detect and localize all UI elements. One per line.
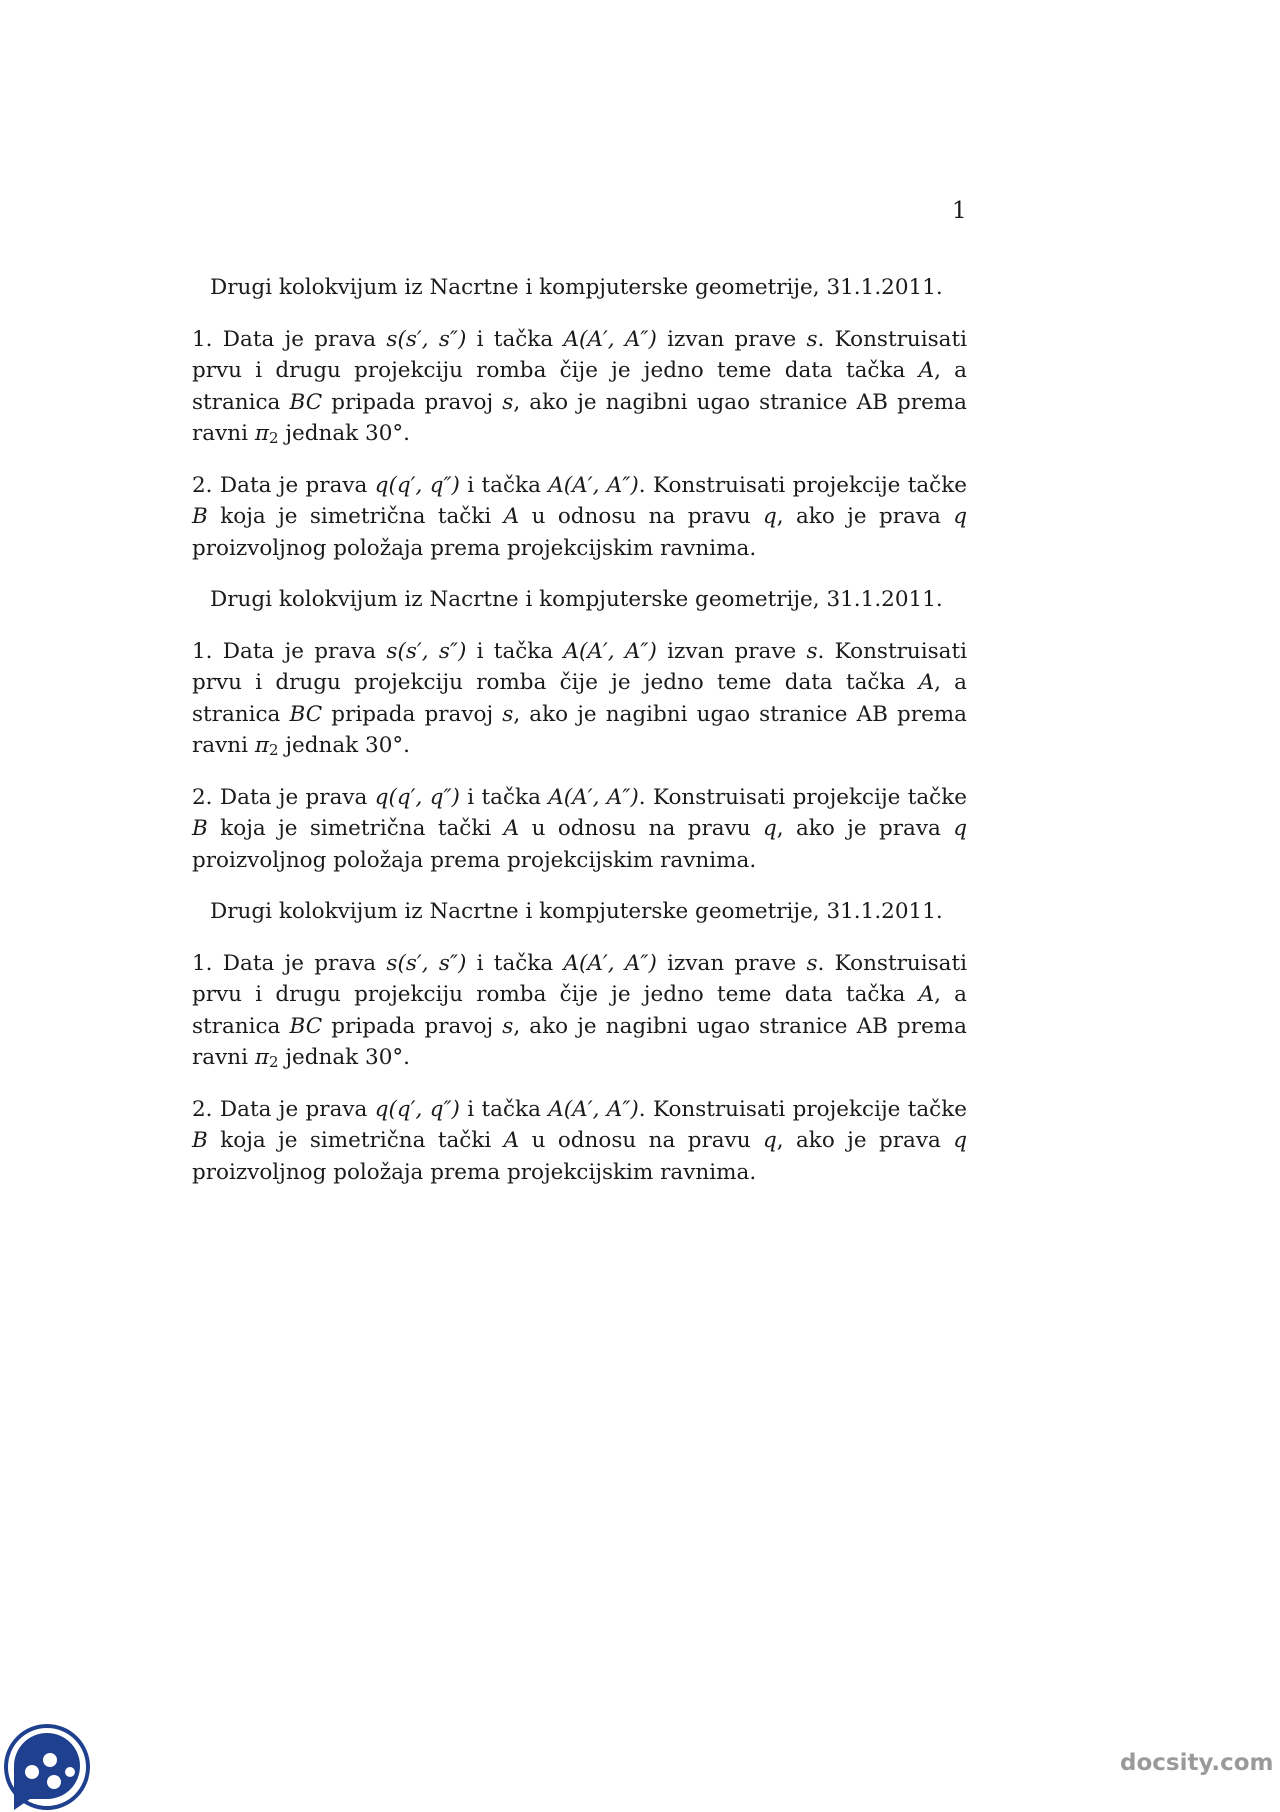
problem-text: izvan prave xyxy=(656,950,807,976)
problem-text: i tačka xyxy=(466,950,564,976)
problem-text: , ako je prava xyxy=(776,1128,954,1153)
math-subscript: 2 xyxy=(268,429,279,447)
problem-text: . Konstruisati prvu i drugu projekciju romba čije je jedno teme data tačka xyxy=(192,950,967,1007)
problem-text: izvan prave xyxy=(656,326,807,352)
math-symbol: A xyxy=(503,816,520,841)
exam-heading: Drugi kolokvijum iz Nacrtne i kompjuterske geometrije, 31.1.2011. xyxy=(210,899,943,924)
problem-1 xyxy=(192,948,967,1074)
problem-text: , ako je prava xyxy=(776,504,954,529)
math-pi: π xyxy=(254,1045,269,1070)
problem-text: pripada pravoj xyxy=(322,389,503,415)
problem-text: jednak 30°. xyxy=(278,733,410,758)
math-pi: π xyxy=(254,421,269,446)
exam-heading: Drugi kolokvijum iz Nacrtne i kompjuterske geometrije, 31.1.2011. xyxy=(210,275,943,300)
math-symbol: s xyxy=(502,1013,514,1039)
problem-text: Data je prava xyxy=(212,472,375,498)
problem-1 xyxy=(192,324,967,450)
math-line-q: q(q′, q″) xyxy=(374,784,460,810)
math-symbol: BC xyxy=(289,389,323,415)
math-line-s: s(s′, s″) xyxy=(386,638,467,664)
math-symbol: B xyxy=(192,816,208,841)
problem-text: Data je prava xyxy=(212,950,387,976)
problem-text: , a stranica xyxy=(192,982,967,1039)
problem-text: , ako je nagibni ugao stranice AB prema ravni xyxy=(192,701,967,758)
document-body xyxy=(192,272,967,1208)
math-symbol: q xyxy=(762,816,777,841)
problem-2 xyxy=(192,470,967,565)
math-symbol: q xyxy=(762,1128,777,1153)
problem-text: , ako je nagibni ugao stranice AB prema ravni xyxy=(192,1013,967,1070)
math-symbol: A xyxy=(918,358,935,383)
math-line-q: q(q′, q″) xyxy=(374,472,460,498)
page-number: 1 xyxy=(952,198,967,224)
problem-text: i tačka xyxy=(459,1096,549,1122)
problem-text: . Konstruisati prvu i drugu projekciju romba čije je jedno teme data tačka xyxy=(192,638,967,695)
problem-text: . Konstruisati projekcije tačke xyxy=(638,1096,967,1122)
docsity-watermark[interactable]: docsity.com xyxy=(1120,1750,1274,1776)
math-symbol: BC xyxy=(289,701,323,727)
math-line-s: s(s′, s″) xyxy=(386,950,467,976)
math-symbol: A xyxy=(503,504,520,529)
math-symbol: q xyxy=(953,504,967,529)
problem-text: i tačka xyxy=(466,326,564,352)
problem-text: proizvoljnog položaja prema projekcijskim ravnima. xyxy=(192,535,757,561)
docsity-logo-icon[interactable] xyxy=(2,1722,92,1812)
problem-number: 2. xyxy=(192,784,213,810)
math-symbol: s xyxy=(806,950,818,976)
problem-text: i tačka xyxy=(459,472,549,498)
problem-text: koja je simetrična tački xyxy=(207,816,504,841)
math-symbol: A xyxy=(918,670,935,695)
problem-2 xyxy=(192,782,967,877)
math-point-a: A(A′, A″) xyxy=(563,326,657,352)
math-line-s: s(s′, s″) xyxy=(386,326,467,352)
problem-text: Data je prava xyxy=(212,638,387,664)
math-symbol: q xyxy=(953,816,967,841)
problem-text: . Konstruisati projekcije tačke xyxy=(638,472,967,498)
problem-text: proizvoljnog položaja prema projekcijskim ravnima. xyxy=(192,1159,757,1185)
problem-text: proizvoljnog položaja prema projekcijskim ravnima. xyxy=(192,847,757,873)
problem-text: Data je prava xyxy=(212,326,387,352)
exam-block-3 xyxy=(192,896,967,1188)
exam-block-1 xyxy=(192,272,967,564)
math-point-a: A(A′, A″) xyxy=(548,784,639,810)
math-subscript: 2 xyxy=(268,741,279,759)
problem-text: jednak 30°. xyxy=(278,1045,410,1070)
problem-text: . Konstruisati projekcije tačke xyxy=(638,784,967,810)
problem-text: , ako je prava xyxy=(776,816,954,841)
problem-text: jednak 30°. xyxy=(278,421,410,446)
problem-text: u odnosu na pravu xyxy=(519,816,763,841)
problem-text: Data je prava xyxy=(212,1096,375,1122)
problem-number: 2. xyxy=(192,1096,213,1122)
math-symbol: B xyxy=(192,1128,208,1153)
problem-number: 1. xyxy=(192,950,213,976)
problem-1 xyxy=(192,636,967,762)
math-symbol: s xyxy=(502,701,514,727)
math-subscript: 2 xyxy=(268,1053,279,1071)
math-line-q: q(q′, q″) xyxy=(374,1096,460,1122)
math-point-a: A(A′, A″) xyxy=(548,472,639,498)
problem-number: 1. xyxy=(192,638,213,664)
problem-text: i tačka xyxy=(459,784,549,810)
problem-text: , a stranica xyxy=(192,670,967,727)
math-point-a: A(A′, A″) xyxy=(563,638,657,664)
math-point-a: A(A′, A″) xyxy=(563,950,657,976)
problem-text: u odnosu na pravu xyxy=(519,1128,763,1153)
math-symbol: A xyxy=(503,1128,520,1153)
problem-number: 1. xyxy=(192,326,213,352)
problem-text: pripada pravoj xyxy=(322,1013,503,1039)
problem-2 xyxy=(192,1094,967,1189)
problem-text: i tačka xyxy=(466,638,564,664)
math-symbol: A xyxy=(918,982,935,1007)
math-symbol: q xyxy=(953,1128,967,1153)
problem-text: izvan prave xyxy=(656,638,807,664)
problem-text: u odnosu na pravu xyxy=(519,504,763,529)
problem-text: koja je simetrična tački xyxy=(207,504,504,529)
math-symbol: BC xyxy=(289,1013,323,1039)
problem-text: Data je prava xyxy=(212,784,375,810)
math-symbol: B xyxy=(192,504,208,529)
problem-text: , a stranica xyxy=(192,358,967,415)
problem-text: . Konstruisati prvu i drugu projekciju romba čije je jedno teme data tačka xyxy=(192,326,967,383)
problem-text: , ako je nagibni ugao stranice AB prema ravni xyxy=(192,389,967,446)
math-symbol: s xyxy=(806,326,818,352)
math-symbol: s xyxy=(502,389,514,415)
math-symbol: s xyxy=(806,638,818,664)
math-point-a: A(A′, A″) xyxy=(548,1096,639,1122)
math-pi: π xyxy=(254,733,269,758)
math-symbol: q xyxy=(762,504,777,529)
exam-block-2 xyxy=(192,584,967,876)
problem-text: koja je simetrična tački xyxy=(207,1128,504,1153)
exam-heading: Drugi kolokvijum iz Nacrtne i kompjuterske geometrije, 31.1.2011. xyxy=(210,587,943,612)
problem-text: pripada pravoj xyxy=(322,701,503,727)
problem-number: 2. xyxy=(192,472,213,498)
